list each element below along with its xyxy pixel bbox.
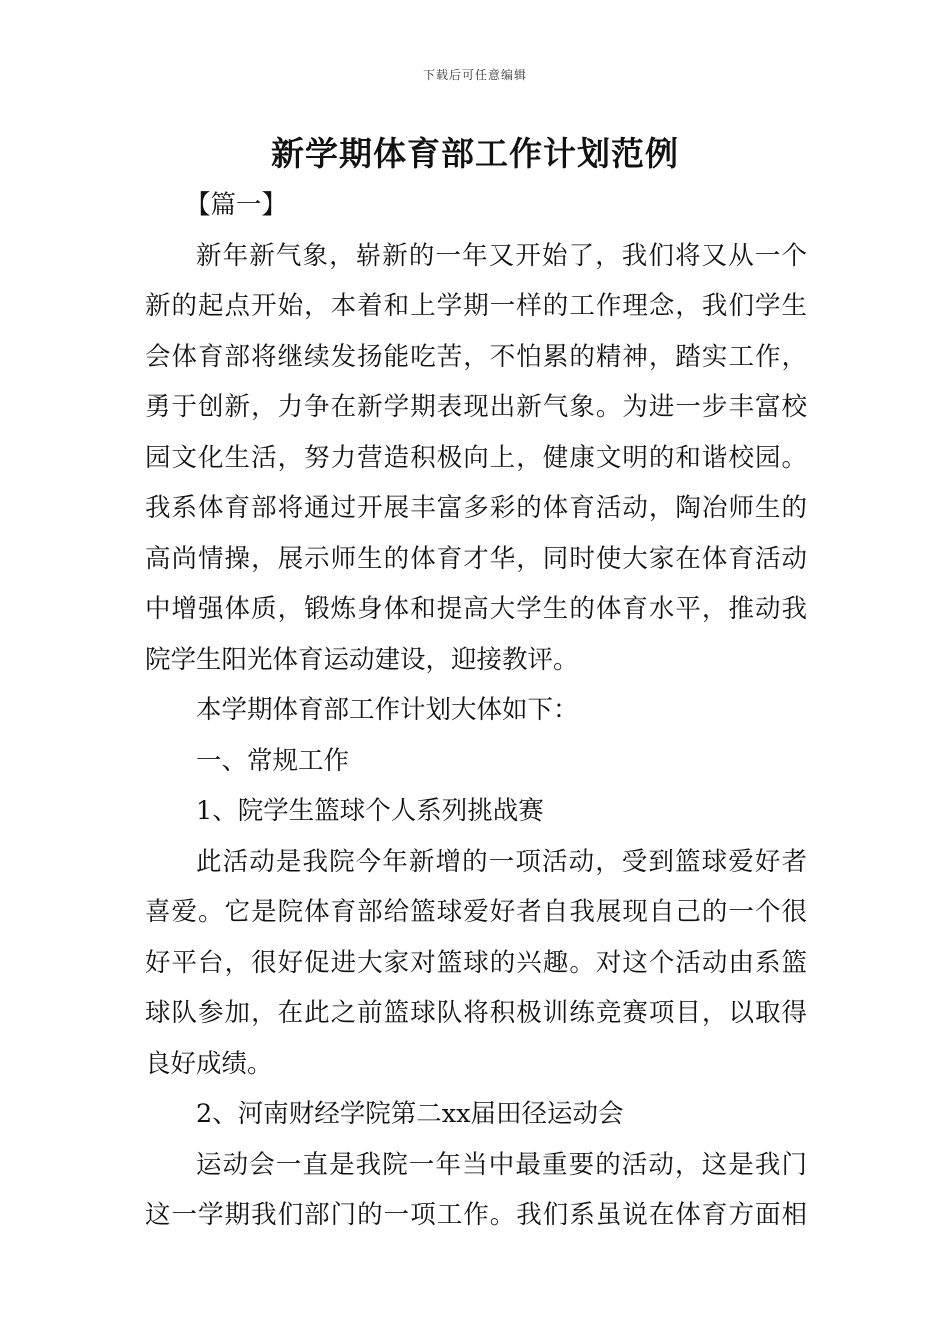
document-title: 新学期体育部工作计划范例 [271,134,679,173]
paragraph-line: 新的起点开始，本着和上学期一样的工作理念，我们学生 [145,291,807,321]
item-heading: 1、院学生篮球个人系列挑战赛 [196,796,544,826]
paragraph-line: 良好成绩。 [145,1048,273,1079]
section-heading: 一、常规工作 [196,745,350,776]
paragraph-line: 新年新气象，崭新的一年又开始了，我们将又从一个 [196,240,807,271]
paragraph-line: 院学生阳光体育运动建设，迎接教评。 [145,644,579,675]
paragraph-line: 此活动是我院今年新增的一项活动，受到篮球爱好者 [196,846,807,877]
paragraph-line: 我系体育部将通过开展丰富多彩的体育活动，陶冶师生的 [145,493,807,523]
paragraph-line: 这一学期我们部门的一项工作。我们系虽说在体育方面相 [145,1200,807,1230]
paragraph-line: 会体育部将继续发扬能吃苦，不怕累的精神，踏实工作， [145,341,807,372]
paragraph-line: 喜爱。它是院体育部给篮球爱好者自我展现自己的一个很 [145,897,807,927]
paragraph-line: 好平台，很好促进大家对篮球的兴趣。对这个活动由系篮 [145,947,807,978]
plan-intro: 本学期体育部工作计划大体如下： [196,695,579,725]
paragraph-line: 园文化生活，努力营造积极向上，健康文明的和谐校园。 [145,442,807,473]
paragraph-line: 高尚情操，展示师生的体育才华，同时使大家在体育活动 [145,543,807,574]
paragraph-line: 勇于创新，力争在新学期表现出新气象。为进一步丰富校 [145,392,807,422]
paragraph-line: 运动会一直是我院一年当中最重要的活动，这是我门 [196,1149,807,1180]
header-note: 下载后可任意编辑 [422,68,527,82]
item-heading: 2、河南财经学院第二xx届田径运动会 [196,1099,624,1129]
document-body [145,180,807,1241]
paragraph-line: 球队参加，在此之前篮球队将积极训练竞赛项目，以取得 [145,998,807,1028]
paragraph-line: 中增强体质，锻炼身体和提高大学生的体育水平，推动我 [145,594,807,624]
section-label: 【篇一】 [185,190,288,220]
